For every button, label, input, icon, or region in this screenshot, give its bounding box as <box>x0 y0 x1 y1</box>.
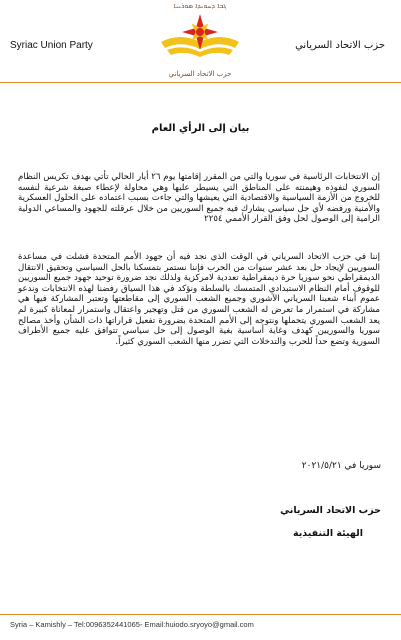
logo-arabic-text: حزب الاتحاد السرياني <box>168 70 232 78</box>
statement-title: بيان إلى الرأي العام <box>151 123 250 134</box>
paragraph-2: إننا في حزب الاتحاد السرياني في الوقت الذي نجد فيه أن جهود الأمم المتحدة فشلت في مساعدة السوريين لإيجاد حل بعد عشر سنوات من الحرب فإننا نستمر بتمسكنا بالحل السياسي وتحقيق الانتقال الديمقراطي نحو سوريا حرة ديمقراطية تعددية لامركزية ولذلك نجد ضرورة توحيد جهود جميع السوريين للوقوف أمام النظام الاستبدادي المتمسك بالسلطة ونؤكد في هذا السياق رفضنا لهذه الانتخابات وندعو عموم أبناء شعبنا السرياني الآشوري وجميع الشعب السوري إلى مقاطعتها وتعتبر المشاركة فيها هي مشاركة في استمرار ما تعرض له الشعب السوري من قتل وتهجير واعتقال واستمرار لمعاناة كبيرة لم يعد الشعب السوري يتحملها ونتوجه إلى الأمم المتحدة بضرورة تفعيل قراراتها ذات الشأن وأخذ مصالح سوريا والسوريين كهدف وغاية أساسية بغية الوصول إلى حل سياسي تتوافق عليه جميع الأطراف السورية وتضع حداً للحرب والتدخلات التي تضرر منها الشعب السوري كثيراً. <box>18 252 380 347</box>
paragraph-1: إن الانتخابات الرئاسية في سوريا والتي من المقرر إقامتها يوم ٢٦ أيار الحالي تأتي بهدف تكريس النظام السوري لنفوذه وهيمنته على المناطق التي يسيطر عليها وهي محاولة لإعطاء صبغة شرعية لنفسه للخروج من الأزمة السياسية والاقتصادية التي يعيشها والتي جاءت بسبب اعتماده على الحلول العسكرية والأمنية ورفضه لأي حل سياسي يشارك فيه جميع السوريين من خلال عرقلته للجهود والمساعي الدولية الرامية إلى الوصول لحل وفق القرار الأممي ٢٢٥٤ <box>18 172 380 225</box>
footer-divider <box>0 614 401 615</box>
party-name-arabic: حزب الاتحاد السرياني <box>295 40 385 51</box>
party-name-english: Syriac Union Party <box>10 40 93 51</box>
contact-footer: Syria – Kamishly – Tel:00963524410​65- Email:huiodo.sryoyo@gmail.com <box>10 620 254 629</box>
statement-date: سوريا في ٢٠٢١/٥/٢١ <box>301 461 381 471</box>
header-divider <box>0 82 401 83</box>
signature-party: حزب الاتحاد السرياني <box>280 505 381 516</box>
signature-committee: الهيئة التنفيذية <box>292 528 363 539</box>
party-logo <box>155 2 245 82</box>
logo-syriac-text: ܓܒܐ ܕܚܘܝܕܐ ܣܘܪܝܝܐ <box>173 2 227 10</box>
